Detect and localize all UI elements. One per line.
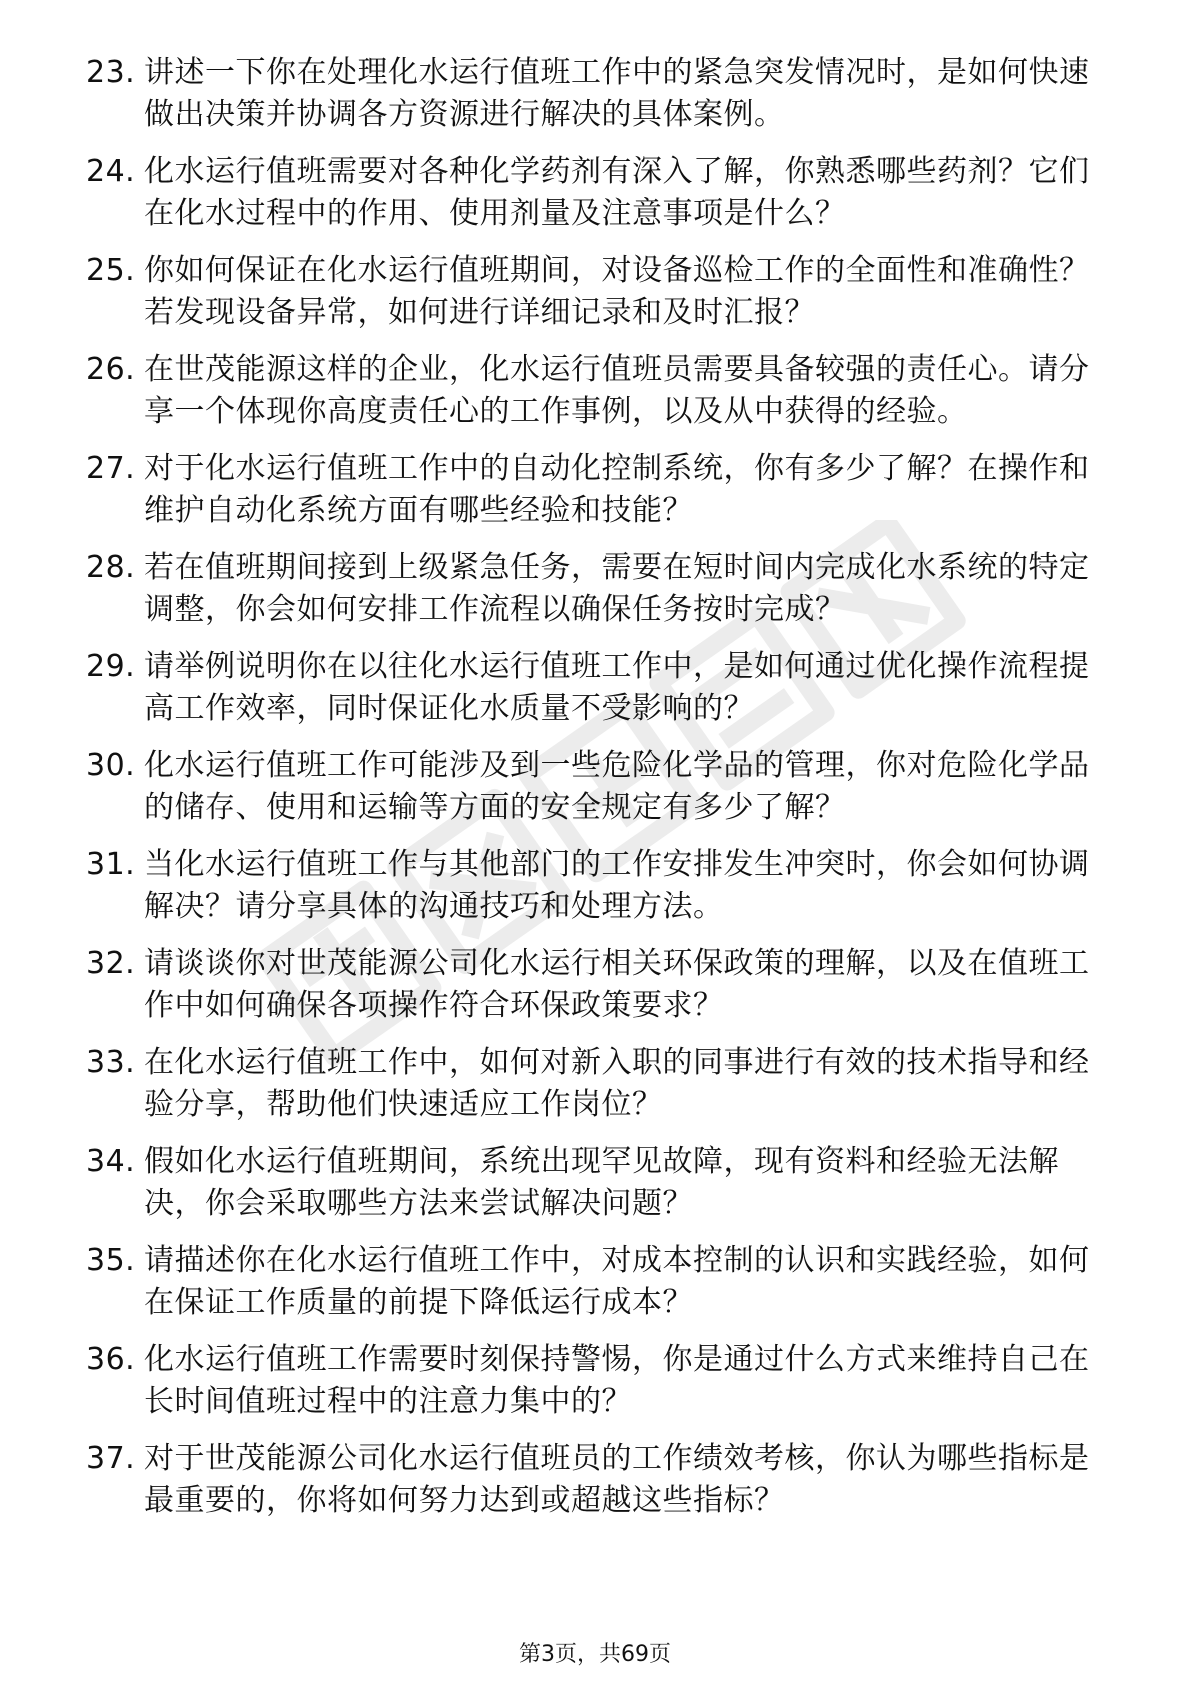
question-text: 在世茂能源这样的企业，化水运行值班员需要具备较强的责任心。请分享一个体现你高度责任心的工作事例，以及从中获得的经验。 — [144, 352, 1090, 429]
question-text: 若在值班期间接到上级紧急任务，需要在短时间内完成化水系统的特定调整，你会如何安排工作流程以确保任务按时完成？ — [144, 550, 1090, 627]
question-number: 32. — [86, 946, 136, 981]
question-item — [86, 1438, 1106, 1521]
question-text: 请谈谈你对世茂能源公司化水运行相关环保政策的理解，以及在值班工作中如何确保各项操作符合环保政策要求？ — [144, 946, 1090, 1023]
question-text: 化水运行值班工作需要时刻保持警惕，你是通过什么方式来维持自己在长时间值班过程中的注意力集中的？ — [144, 1342, 1090, 1419]
question-text: 对于化水运行值班工作中的自动化控制系统，你有多少了解？在操作和维护自动化系统方面有哪些经验和技能？ — [144, 451, 1090, 528]
question-item — [86, 745, 1106, 828]
question-number: 33. — [86, 1045, 136, 1080]
question-item — [86, 844, 1106, 927]
question-item — [86, 943, 1106, 1026]
question-number: 28. — [86, 550, 136, 585]
question-item — [86, 151, 1106, 234]
question-item — [86, 1141, 1106, 1224]
question-number: 26. — [86, 352, 136, 387]
question-item — [86, 448, 1106, 531]
question-number: 30. — [86, 748, 136, 783]
question-item — [86, 52, 1106, 135]
question-text: 讲述一下你在处理化水运行值班工作中的紧急突发情况时，是如何快速做出决策并协调各方资源进行解决的具体案例。 — [144, 55, 1090, 132]
question-number: 31. — [86, 847, 136, 882]
question-text: 在化水运行值班工作中，如何对新入职的同事进行有效的技术指导和经验分享，帮助他们快速适应工作岗位？ — [144, 1045, 1090, 1122]
question-item — [86, 1240, 1106, 1323]
question-number: 25. — [86, 253, 136, 288]
question-item — [86, 646, 1106, 729]
question-number: 36. — [86, 1342, 136, 1377]
question-text: 你如何保证在化水运行值班期间，对设备巡检工作的全面性和准确性？若发现设备异常，如何进行详细记录和及时汇报？ — [144, 253, 1090, 330]
question-number: 37. — [86, 1441, 136, 1476]
question-text: 当化水运行值班工作与其他部门的工作安排发生冲突时，你会如何协调解决？请分享具体的沟通技巧和处理方法。 — [144, 847, 1090, 924]
question-item — [86, 250, 1106, 333]
question-number: 27. — [86, 451, 136, 486]
question-text: 请举例说明你在以往化水运行值班工作中，是如何通过优化操作流程提高工作效率，同时保证化水质量不受影响的？ — [144, 649, 1090, 726]
question-list — [86, 52, 1106, 1537]
question-text: 假如化水运行值班期间，系统出现罕见故障，现有资料和经验无法解决，你会采取哪些方法来尝试解决问题？ — [144, 1144, 1059, 1221]
question-item — [86, 349, 1106, 432]
question-number: 23. — [86, 55, 136, 90]
question-number: 29. — [86, 649, 136, 684]
question-text: 对于世茂能源公司化水运行值班员的工作绩效考核，你认为哪些指标是最重要的，你将如何努力达到或超越这些指标？ — [144, 1441, 1090, 1518]
question-text: 化水运行值班工作可能涉及到一些危险化学品的管理，你对危险化学品的储存、使用和运输等方面的安全规定有多少了解？ — [144, 748, 1090, 825]
question-number: 24. — [86, 154, 136, 189]
page-footer: 第3页，共69页 — [519, 1642, 671, 1667]
question-item — [86, 1339, 1106, 1422]
question-number: 34. — [86, 1144, 136, 1179]
question-number: 35. — [86, 1243, 136, 1278]
question-text: 化水运行值班需要对各种化学药剂有深入了解，你熟悉哪些药剂？它们在化水过程中的作用、使用剂量及注意事项是什么？ — [144, 154, 1090, 231]
question-item — [86, 547, 1106, 630]
question-item — [86, 1042, 1106, 1125]
question-text: 请描述你在化水运行值班工作中，对成本控制的认识和实践经验，如何在保证工作质量的前提下降低运行成本？ — [144, 1243, 1090, 1320]
